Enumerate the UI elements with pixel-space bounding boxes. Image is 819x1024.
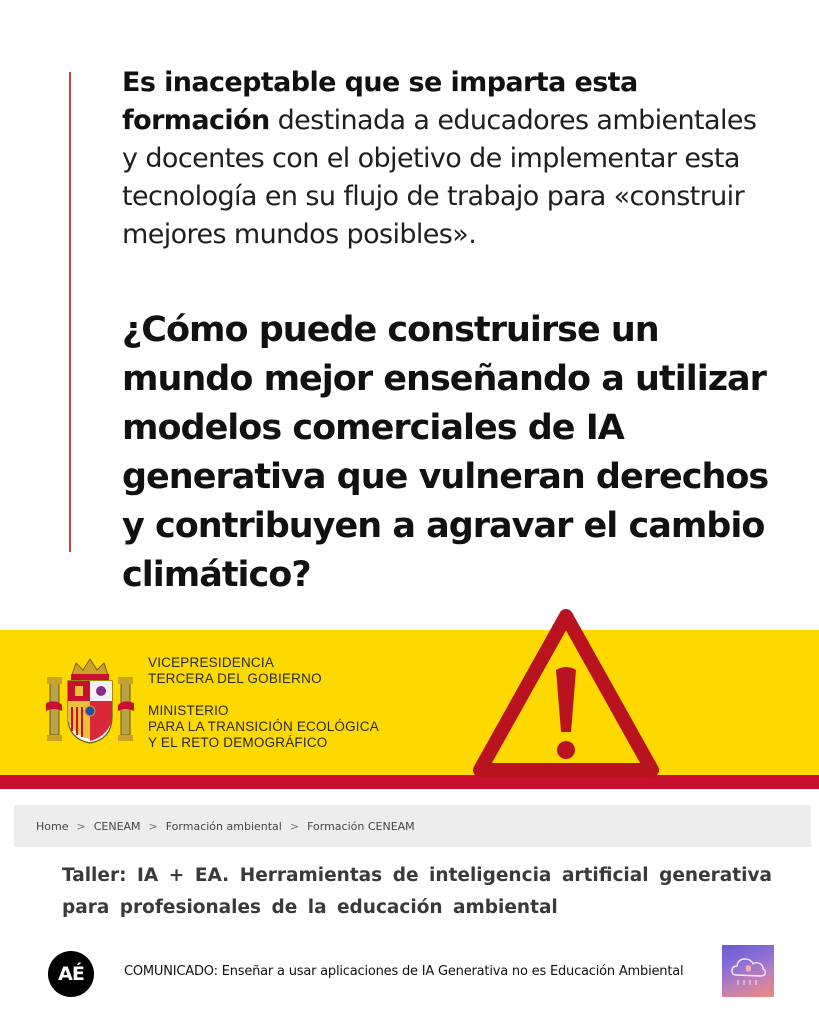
comunicado-label: COMUNICADO: bbox=[124, 964, 218, 979]
gov-line-2: TERCERA DEL GOBIERNO bbox=[148, 671, 322, 686]
comunicado-message: Enseñar a usar aplicaciones de IA Generativa no es Educación Ambiental bbox=[217, 964, 684, 979]
comunicado-text bbox=[124, 964, 683, 979]
ae-logo: AÉ bbox=[48, 951, 94, 997]
breadcrumb bbox=[14, 805, 811, 847]
quote-bar bbox=[69, 72, 71, 552]
question-heading: ¿Cómo puede construirse un mundo mejor enseñando a utilizar modelos comerciales de IA generativa que vulneran derechos y contribuyen a agravar el cambio climático? bbox=[122, 310, 769, 595]
banner-red-stripe bbox=[0, 775, 819, 789]
coat-of-arms-icon bbox=[46, 655, 134, 747]
breadcrumb-separator: > bbox=[148, 819, 158, 833]
breadcrumb-home[interactable]: Home bbox=[36, 819, 69, 833]
intro-bold: Es inaceptable que se imparta esta formación bbox=[122, 67, 638, 136]
intro-rest: destinada a educadores ambientales y docentes con el objetivo de implementar esta tecnología en su flujo de trabajo para «construir mejores mundos posibles». bbox=[122, 105, 757, 250]
intro-paragraph bbox=[122, 64, 762, 254]
gov-line-4: PARA LA TRANSICIÓN ECOLÓGICA bbox=[148, 719, 379, 734]
cloud-thumbnail-icon bbox=[722, 945, 774, 997]
gov-line-5: Y EL RETO DEMOGRÁFICO bbox=[148, 735, 328, 750]
warning-triangle-icon bbox=[470, 604, 662, 782]
breadcrumb-formacion-ambiental[interactable]: Formación ambiental bbox=[165, 819, 282, 833]
course-title: Taller: IA + EA. Herramientas de inteligencia artificial generativa para profesionales de la educación ambiental bbox=[62, 865, 772, 918]
gov-line-1: VICEPRESIDENCIA bbox=[148, 655, 275, 670]
breadcrumb-separator: > bbox=[289, 819, 300, 833]
breadcrumb-ceneam[interactable]: CENEAM bbox=[93, 819, 141, 833]
breadcrumb-formacion-ceneam[interactable]: Formación CENEAM bbox=[307, 819, 415, 833]
breadcrumb-separator: > bbox=[76, 819, 86, 833]
gov-line-3: MINISTERIO bbox=[148, 703, 229, 718]
